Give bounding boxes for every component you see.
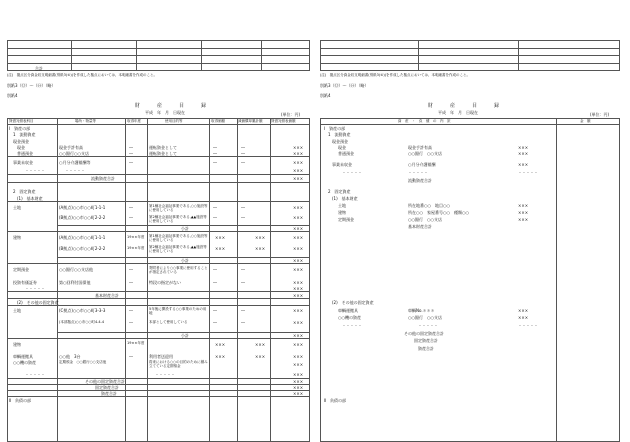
dash: ―: [129, 308, 133, 313]
header-col-5: 取得価額: [211, 119, 225, 123]
value: ×××: [293, 286, 304, 291]
value: ×××: [293, 160, 304, 165]
dash: ―: [241, 267, 245, 272]
dash: ―: [129, 320, 133, 325]
cash-label: 現金預金: [332, 139, 348, 144]
header-col-1: 資 産 ・ 負 債 の 内 訳: [398, 119, 451, 123]
dots: ・・・・・: [25, 372, 45, 377]
value: ×××: [255, 342, 266, 347]
section-liabilities: Ⅱ 負債の部: [9, 398, 31, 403]
dots: ・・・・・: [418, 323, 438, 328]
dash: ―: [213, 160, 217, 165]
value: ×××: [293, 151, 304, 156]
vehicle-place-2: 定期預金 ○○銀行○○支店他: [59, 360, 107, 364]
cash-sub: 現金: [338, 145, 346, 150]
fixed-deposit-place: ○○銀行 ○○支店: [408, 217, 442, 222]
value: ×××: [293, 379, 304, 384]
section-current: 1 流動資産: [13, 132, 36, 137]
other-fixed-total: その他の固定資産合計: [85, 379, 125, 384]
dash: ―: [241, 320, 245, 325]
dash: ―: [129, 205, 133, 210]
dash: ―: [213, 205, 217, 210]
investment-place: 第○回利付国債他: [59, 280, 91, 285]
land2-label: 土地: [13, 308, 21, 313]
dash: ―: [129, 280, 133, 285]
header-col-7: 貸借対照表価額: [271, 119, 296, 123]
current-total: 流動資産合計: [91, 176, 115, 181]
value: ×××: [518, 162, 529, 167]
value: ×××: [293, 246, 304, 251]
fixed-deposit-place: ○○銀行○○支店他: [59, 267, 93, 272]
value: ×××: [293, 168, 304, 173]
note-text: (注) 拠点区分資金収支明細書(別紙3(④))を作成した拠点においては、本明細書を作成のこと。: [320, 73, 471, 77]
fixed-deposit-label: 定期預金: [13, 267, 29, 272]
value: ×××: [518, 210, 529, 215]
form-no: 別紙4: [7, 93, 18, 98]
dash: ―: [213, 215, 217, 220]
vehicle-use: 利用者送迎用: [149, 354, 173, 359]
investment-label: 投資有価証券: [13, 280, 37, 285]
value: ×××: [293, 145, 304, 150]
dash: ―: [241, 145, 245, 150]
value: ×××: [255, 246, 266, 251]
value: ×××: [255, 354, 266, 359]
dots: ・・・・・: [518, 170, 538, 175]
vehicle2-label: ○○機の資産: [13, 360, 36, 365]
land-label: 土地: [13, 205, 21, 210]
dots: ・・・・・: [408, 170, 428, 175]
value: ×××: [518, 203, 529, 208]
dots: ・・・・・: [25, 168, 45, 173]
value: ×××: [293, 176, 304, 181]
value: ×××: [293, 342, 304, 347]
dash: ―: [213, 280, 217, 285]
value: ×××: [518, 145, 529, 150]
dash: ―: [129, 354, 133, 359]
dots: ・・・・・: [342, 323, 362, 328]
header-col-4: 使用目的等: [165, 119, 183, 123]
value: ×××: [293, 258, 304, 263]
value: ×××: [518, 217, 529, 222]
unit-label: (単位：円): [590, 112, 610, 117]
header-col-2: 場所・物量等: [75, 119, 96, 123]
value: ×××: [293, 280, 304, 285]
note-text: (注) 拠点区分資金収支明細書(別紙3(④))を作成した拠点においては、本明細書を作成のこと。: [7, 73, 158, 77]
value: ×××: [293, 333, 304, 338]
section-fixed: 2 固定資産: [328, 189, 351, 194]
asset-table: [320, 118, 620, 442]
fixed-deposit-use: 寄附者により○○事業に使用することが指定されている: [149, 266, 208, 274]
page-title: 財 産 目 録: [135, 103, 213, 109]
vehicle-label: 車輌運搬具: [338, 308, 358, 313]
form-ref: 別紙3（⑬）～（⑭）（略）: [7, 83, 56, 88]
date-line: 平成 年 月 日現在: [438, 110, 478, 115]
dash: ―: [213, 308, 217, 313]
deposit-place: ○○銀行 ○○支店: [408, 151, 442, 156]
cash-sub: 現金: [17, 145, 25, 150]
value: ×××: [293, 391, 304, 396]
value: ×××: [293, 293, 304, 298]
subtotal: 小計: [181, 333, 189, 338]
dash: ―: [213, 145, 217, 150]
form-no: 別紙4: [320, 93, 331, 98]
other-fixed-total: その他の固定資産合計: [404, 331, 444, 336]
value: ×××: [215, 246, 226, 251]
vehicle-place: 車輌No.＊＊＊: [408, 308, 435, 313]
land-place-2: (B拠点)○○市○○町2-2-2: [59, 215, 106, 220]
section-basic: (1) 基本財産: [17, 196, 43, 201]
value: ×××: [293, 362, 304, 367]
dash: ―: [241, 280, 245, 285]
date-line: 平成 年 月 日現在: [145, 110, 185, 115]
receivable-label: 事業未収金: [332, 162, 352, 167]
asset-total: 資産合計: [101, 391, 117, 396]
value: ×××: [215, 235, 226, 240]
value: ×××: [293, 320, 304, 325]
land2-place-1: (C拠点)○○市○○町3-3-3: [59, 308, 106, 313]
value: ×××: [293, 372, 304, 377]
building-place: 所在○○ 家屋番号○○ 種類○○: [408, 210, 469, 215]
dots: ・・・・・: [518, 323, 538, 328]
section-basic: (1) 基本財産: [332, 196, 358, 201]
receivable-label: 事業未収金: [13, 160, 33, 165]
building2-year: 19××年度: [127, 341, 145, 345]
asset-total: 資産合計: [418, 346, 434, 351]
page-title: 財 産 目 録: [428, 103, 506, 109]
fixed-total: 固定資産合計: [95, 385, 119, 390]
value: ×××: [293, 226, 304, 231]
building-use-2: 第2種社会福祉事業である,▲▲施設等に使用している: [149, 245, 207, 253]
vehicle-place: ○○他 3台: [59, 354, 81, 359]
value: ×××: [293, 354, 304, 359]
header-col-3: 取得年度: [127, 119, 141, 123]
dash: ―: [129, 151, 133, 156]
cash-label: 現金預金: [13, 139, 29, 144]
building-use-1: 第1種社会福祉事業である,○○施設等に使用している: [149, 234, 208, 242]
investment-use: 特段の指定がない: [149, 280, 181, 285]
dash: ―: [241, 160, 245, 165]
deposit-place: ○○銀行○○支店: [59, 151, 89, 156]
deposit-sub: 普通預金: [338, 151, 354, 156]
value: ×××: [293, 235, 304, 240]
dots: ・・・・・: [342, 170, 362, 175]
section-assets: Ⅰ 資産の部: [324, 126, 346, 131]
value: ×××: [293, 385, 304, 390]
dash: ―: [213, 151, 217, 156]
building2-label: 建物: [13, 342, 21, 347]
subtotal: 小計: [181, 258, 189, 263]
value: ×××: [215, 354, 226, 359]
fixed-total: 固定資産合計: [414, 338, 438, 343]
header-col-1: 貸借対照表科目: [9, 119, 34, 123]
dots: ・・・・・: [155, 372, 175, 377]
land2-use-1: 5年後に開設する○○事業のための用地: [149, 307, 207, 315]
value: ×××: [255, 235, 266, 240]
land2-use-2: 本部として使用している: [149, 320, 188, 324]
value: ×××: [293, 215, 304, 220]
section-current: 1 流動資産: [328, 132, 351, 137]
cash-place: 現金手許有高: [59, 145, 83, 150]
dash: ―: [129, 160, 133, 165]
receivable-place: ○月分介護報酬等: [59, 160, 91, 165]
basic-total: 基本財産合計: [408, 224, 432, 229]
building-label: 建物: [13, 235, 21, 240]
dash: ―: [241, 205, 245, 210]
dash: ―: [129, 145, 133, 150]
land-use-1: 第1種社会福祉事業である,○○施設等に使用している: [149, 204, 208, 212]
cash-place: 現金手許有高: [408, 145, 432, 150]
vehicle2-label: ○○機の資産: [338, 315, 361, 320]
current-total: 流動資産合計: [408, 178, 432, 183]
fixed-deposit-label: 定期預金: [338, 217, 354, 222]
building-year-2: 19××年度: [127, 246, 145, 250]
value: ×××: [293, 205, 304, 210]
dots: ・・・・・: [25, 286, 45, 291]
section-other-fixed: (2) その他の固定資産: [17, 300, 59, 305]
subtotal: 小計: [181, 226, 189, 231]
land-use-2: 第2種社会福祉事業である,▲▲施設等に使用している: [149, 215, 207, 223]
section-liabilities: Ⅱ 負債の部: [324, 398, 346, 403]
value: ×××: [518, 315, 529, 320]
dash: ―: [129, 215, 133, 220]
dash: ―: [213, 320, 217, 325]
dots: ・・・・・: [65, 168, 85, 173]
dash: ―: [241, 215, 245, 220]
land-place-1: (A拠点)○○市○○町1-1-1: [59, 205, 106, 210]
building-year-1: 19××年度: [127, 235, 145, 239]
value: ×××: [215, 342, 226, 347]
land-label: 土地: [338, 203, 346, 208]
unit-label: (単位：円): [281, 112, 301, 117]
building-place-2: (B拠点)○○市○○町2-2-2: [59, 246, 106, 251]
top-table-total: 合計: [35, 66, 43, 71]
vehicle-label: 車輌運搬具: [13, 354, 33, 359]
land-place: 所在地番○○ 地目○○: [408, 203, 450, 208]
value: ×××: [518, 308, 529, 313]
vehicle-use-2: 将来における○○の目的のために積み立てている定期預金: [149, 360, 208, 368]
header-col-2: 金 額: [580, 119, 591, 123]
building-label: 建物: [338, 210, 346, 215]
vehicle-place-2: ○○銀行 ○○支店: [408, 315, 442, 320]
section-assets: Ⅰ 資産の部: [9, 126, 31, 131]
value: ×××: [293, 267, 304, 272]
dash: ―: [213, 267, 217, 272]
receivable-place: ○月分介護報酬: [408, 162, 436, 167]
basic-total: 基本財産合計: [95, 293, 119, 298]
form-ref: 別紙3（⑬）～（⑭）（略）: [320, 83, 369, 88]
dash: ―: [129, 267, 133, 272]
value: ×××: [293, 308, 304, 313]
value: ×××: [518, 151, 529, 156]
dash: ―: [241, 151, 245, 156]
land2-place-2: (本部拠点)○○市○○町4-4-4: [59, 320, 105, 324]
section-fixed: 2 固定資産: [13, 189, 36, 194]
cash-use: 運転資金として: [149, 145, 177, 150]
deposit-sub: 普通預金: [17, 151, 33, 156]
building-place-1: (A拠点)○○市○○町1-1-1: [59, 235, 106, 240]
dash: ―: [241, 308, 245, 313]
deposit-use: 運転資金として: [149, 151, 177, 156]
section-other-fixed: (2) その他の固定資産: [332, 300, 374, 305]
header-col-6: 減価償却累計額: [238, 119, 263, 123]
